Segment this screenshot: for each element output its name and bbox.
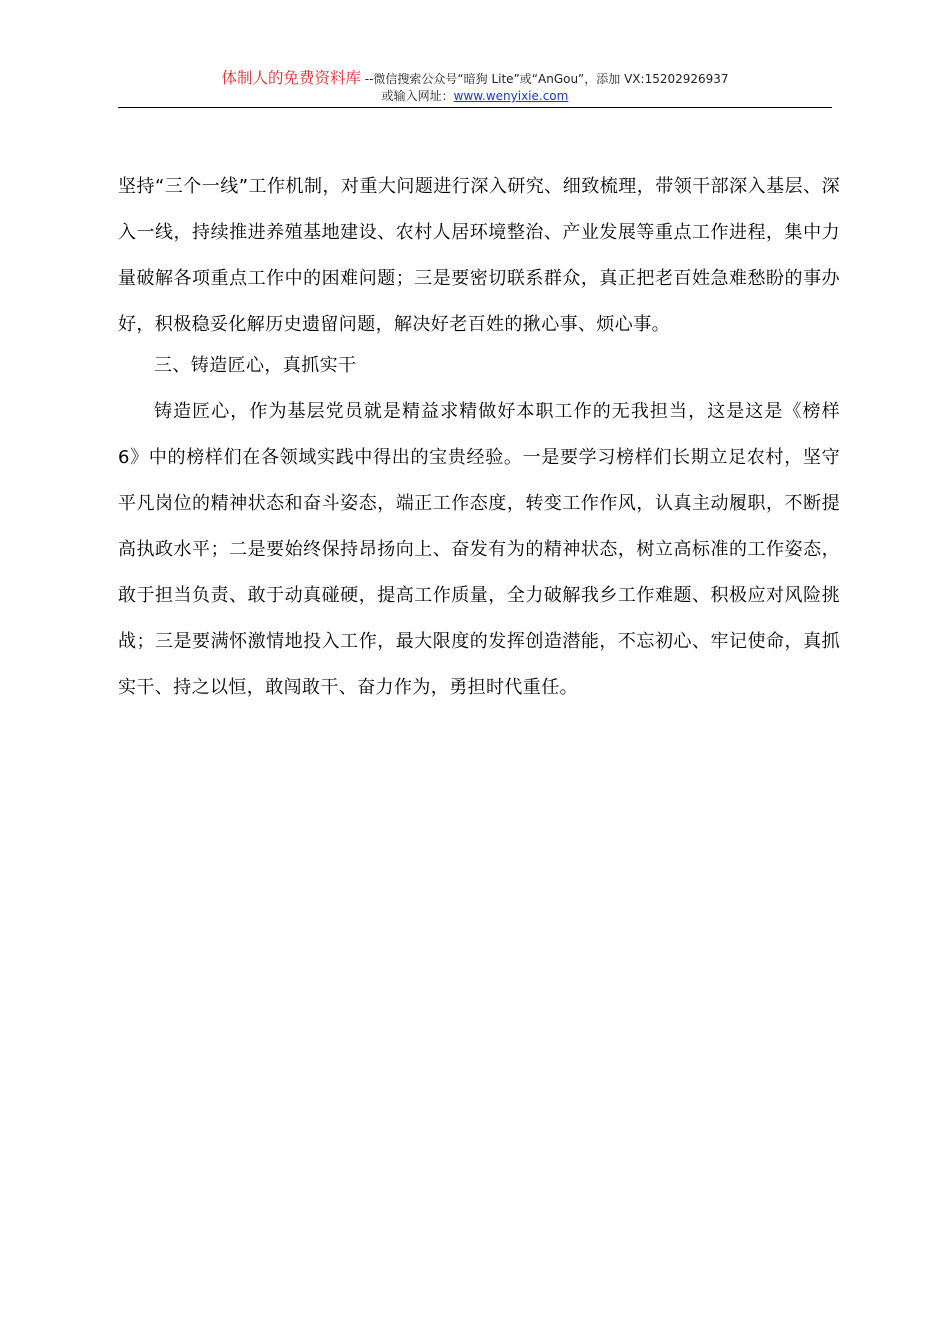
header-promo-line: [118, 68, 832, 89]
page-header: [118, 66, 832, 108]
header-promo-text: --微信搜索公众号“暗狗 Lite”或“AnGou”，添加 VX:15202926937: [360, 72, 729, 86]
header-url-line: [118, 88, 832, 104]
header-url-link[interactable]: www.wenyixie.com: [453, 89, 569, 103]
header-url-prefix: 或输入网址：: [381, 89, 454, 103]
section-heading-3: 三、铸造匠心，真抓实干: [154, 355, 357, 376]
body-paragraph-2: 铸造匠心，作为基层党员就是精益求精做好本职工作的无我担当，这是这是《榜样 6》中的榜样们在各领域实践中得出的宝贵经验。一是要学习榜样们长期立足农村，坚守平凡岗位的精神状态和奋斗姿态，端正工作态度，转变工作作风，认真主动履职，不断提高执政水平；二是要始终保持昂扬向上、奋发有为的精神状态，树立高标准的工作姿态，敢于担当负责、敢于动真碰硬，提高工作质量，全力破解我乡工作难题、积极应对风险挑战；三是要满怀激情地投入工作，最大限度的发挥创造潜能，不忘初心、牢记使命，真抓实干、持之以恒，敢闯敢干、奋力作为，勇担时代重任。: [118, 401, 840, 698]
body-paragraph-1: 坚持“三个一线”工作机制，对重大问题进行深入研究、细致梳理，带领干部深入基层、深入一线，持续推进养殖基地建设、农村人居环境整治、产业发展等重点工作进程，集中力量破解各项重点工作中的困难问题；三是要密切联系群众，真正把老百姓急难愁盼的事办好，积极稳妥化解历史遗留问题，解决好老百姓的揪心事、烦心事。: [118, 176, 840, 335]
header-brand: 体制人的免费资料库: [221, 69, 361, 87]
